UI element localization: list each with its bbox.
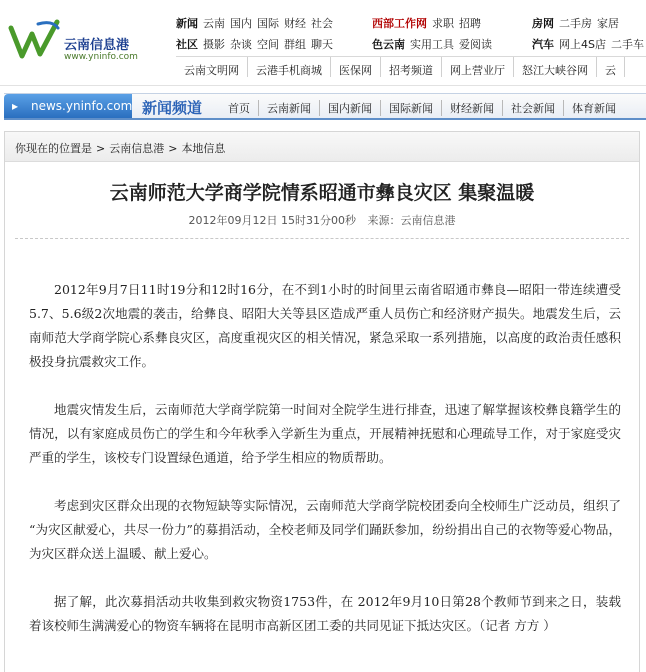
site-header bbox=[0, 0, 646, 82]
header-divider bbox=[0, 85, 646, 86]
nav-house[interactable]: 房网 bbox=[532, 17, 554, 30]
meta-divider bbox=[15, 238, 629, 239]
channel-link-society[interactable]: 社会新闻 bbox=[502, 100, 563, 116]
nav-society[interactable]: 社会 bbox=[311, 17, 333, 30]
nav-4s-store[interactable]: 网上4S店 bbox=[559, 38, 606, 51]
article-title: 云南师范大学商学院情系昭通市彝良灾区 集聚温暖 bbox=[109, 182, 535, 204]
nav-community[interactable]: 社区 bbox=[176, 38, 198, 51]
top-nav-group2-row1 bbox=[372, 15, 486, 31]
breadcrumb-separator: > bbox=[168, 142, 178, 155]
article-container bbox=[4, 131, 640, 672]
subnav-medical-insurance[interactable]: 医保网 bbox=[331, 57, 381, 77]
top-nav-group1-row1 bbox=[176, 15, 338, 31]
subnav-mobile-mall[interactable]: 云港手机商城 bbox=[248, 57, 331, 77]
breadcrumb-site[interactable]: 云南信息港 bbox=[109, 142, 165, 155]
nav-used-car[interactable]: 二手车 bbox=[610, 38, 644, 51]
subnav-exams[interactable]: 招考频道 bbox=[381, 57, 442, 77]
nav-job-seek[interactable]: 求职 bbox=[432, 17, 454, 30]
nav-domestic[interactable]: 国内 bbox=[230, 17, 252, 30]
nav-international[interactable]: 国际 bbox=[257, 17, 279, 30]
nav-reading[interactable]: 爱阅读 bbox=[459, 38, 492, 51]
channel-link-sports[interactable]: 体育新闻 bbox=[563, 100, 624, 116]
subnav-online-hall[interactable]: 网上营业厅 bbox=[442, 57, 514, 77]
article-paragraph: 据了解，此次募捐活动共收集到救灾物资1753件，在 2012年9月10日第28个教师节到来之日，装载着该校师生满满爱心的物资车辆将在昆明市高新区团工委的共同见证下抵达灾区。（记者 方方 ） bbox=[29, 594, 621, 633]
article-source: 来源：云南信息港 bbox=[367, 214, 456, 227]
breadcrumb bbox=[5, 132, 639, 162]
news-site-badge[interactable] bbox=[4, 94, 132, 118]
nav-second-house[interactable]: 二手房 bbox=[559, 17, 592, 30]
breadcrumb-section[interactable]: 本地信息 bbox=[181, 142, 226, 155]
channel-link-home[interactable]: 首页 bbox=[228, 102, 250, 115]
logo-title: 云南信息港 bbox=[64, 38, 130, 53]
home-arrow-icon: ▸ bbox=[12, 99, 19, 113]
article-paragraph: 2012年9月7日11时19分和12时16分，在不到1小时的时间里云南省昭通市彝良—昭阳一带连续遭受5.7、5.6级2次地震的袭击，给彝良、昭阳大关等县区造成严重人员伤亡和经济财产损失。地震发生后，云南师范大学商学院心系彝良灾区，高度重视灾区的相关情况，紧急采取一系列措施，以高度的政治责任感积极投身抗震救灾工作。 bbox=[29, 282, 621, 369]
breadcrumb-separator: > bbox=[96, 142, 106, 155]
news-site-url: news.yninfo.com bbox=[31, 99, 133, 113]
breadcrumb-prefix: 你现在的位置是 bbox=[15, 142, 92, 155]
article-paragraph: 考虑到灾区群众出现的衣物短缺等实际情况，云南师范大学商学院校团委向全校师生广泛动员，组织了 “为灾区献爱心，共尽一份力”的募捐活动，全校老师及同学们踊跃参加，纷纷捐出自己的衣物等爱心物品，为灾区群众送上温暖、献上爱心。 bbox=[29, 498, 621, 561]
channel-link-domestic[interactable]: 国内新闻 bbox=[319, 100, 380, 116]
nav-finance[interactable]: 财经 bbox=[284, 17, 306, 30]
subnav-more[interactable]: 云 bbox=[597, 57, 625, 77]
news-channel-bar bbox=[4, 93, 646, 120]
nav-news[interactable]: 新闻 bbox=[176, 17, 198, 30]
article-date: 2012年09月12日 15时31分00秒 bbox=[188, 214, 356, 227]
channel-title: 新闻频道 bbox=[142, 99, 203, 117]
nav-talk[interactable]: 杂谈 bbox=[230, 38, 252, 51]
channel-link-finance[interactable]: 财经新闻 bbox=[441, 100, 502, 116]
channel-link-yunnan[interactable]: 云南新闻 bbox=[258, 100, 319, 116]
nav-home-deco[interactable]: 家居 bbox=[597, 17, 619, 30]
nav-chat[interactable]: 聊天 bbox=[311, 38, 333, 51]
top-nav-group3-row2 bbox=[532, 36, 646, 52]
article-paragraph: 地震灾情发生后，云南师范大学商学院第一时间对全院学生进行排查，迅速了解掌握该校彝良籍学生的情况，以有家庭成员伤亡的学生和今年秋季入学新生为重点，开展精神抚慰和心理疏导工作，对于家庭受灾严重的学生，该校专门设置绿色通道，给予学生相应的物质帮助。 bbox=[29, 402, 621, 465]
channel-links bbox=[224, 100, 624, 116]
nav-tools[interactable]: 实用工具 bbox=[410, 38, 454, 51]
channel-link-international[interactable]: 国际新闻 bbox=[380, 100, 441, 116]
subnav-civilization[interactable]: 云南文明网 bbox=[176, 57, 248, 77]
logo-w-icon bbox=[8, 18, 60, 62]
top-nav-group3-row1 bbox=[532, 15, 624, 31]
article-meta bbox=[5, 212, 639, 228]
nav-auto[interactable]: 汽车 bbox=[532, 38, 554, 51]
article-body bbox=[29, 278, 621, 662]
nav-groups[interactable]: 群组 bbox=[284, 38, 306, 51]
site-logo[interactable] bbox=[8, 12, 178, 68]
top-nav-group2-row2 bbox=[372, 36, 497, 52]
nav-west-jobs[interactable]: 西部工作网 bbox=[372, 17, 427, 30]
top-nav-group1-row2 bbox=[176, 36, 338, 52]
nav-yunnan[interactable]: 云南 bbox=[203, 17, 225, 30]
nav-space[interactable]: 空间 bbox=[257, 38, 279, 51]
nav-photo[interactable]: 摄影 bbox=[203, 38, 225, 51]
subnav-nujiang[interactable]: 怒江大峡谷网 bbox=[514, 57, 597, 77]
nav-color-yunnan[interactable]: 色云南 bbox=[372, 38, 405, 51]
sub-nav bbox=[176, 56, 646, 78]
logo-url: www.yninfo.com bbox=[64, 52, 138, 62]
nav-hiring[interactable]: 招聘 bbox=[459, 17, 481, 30]
